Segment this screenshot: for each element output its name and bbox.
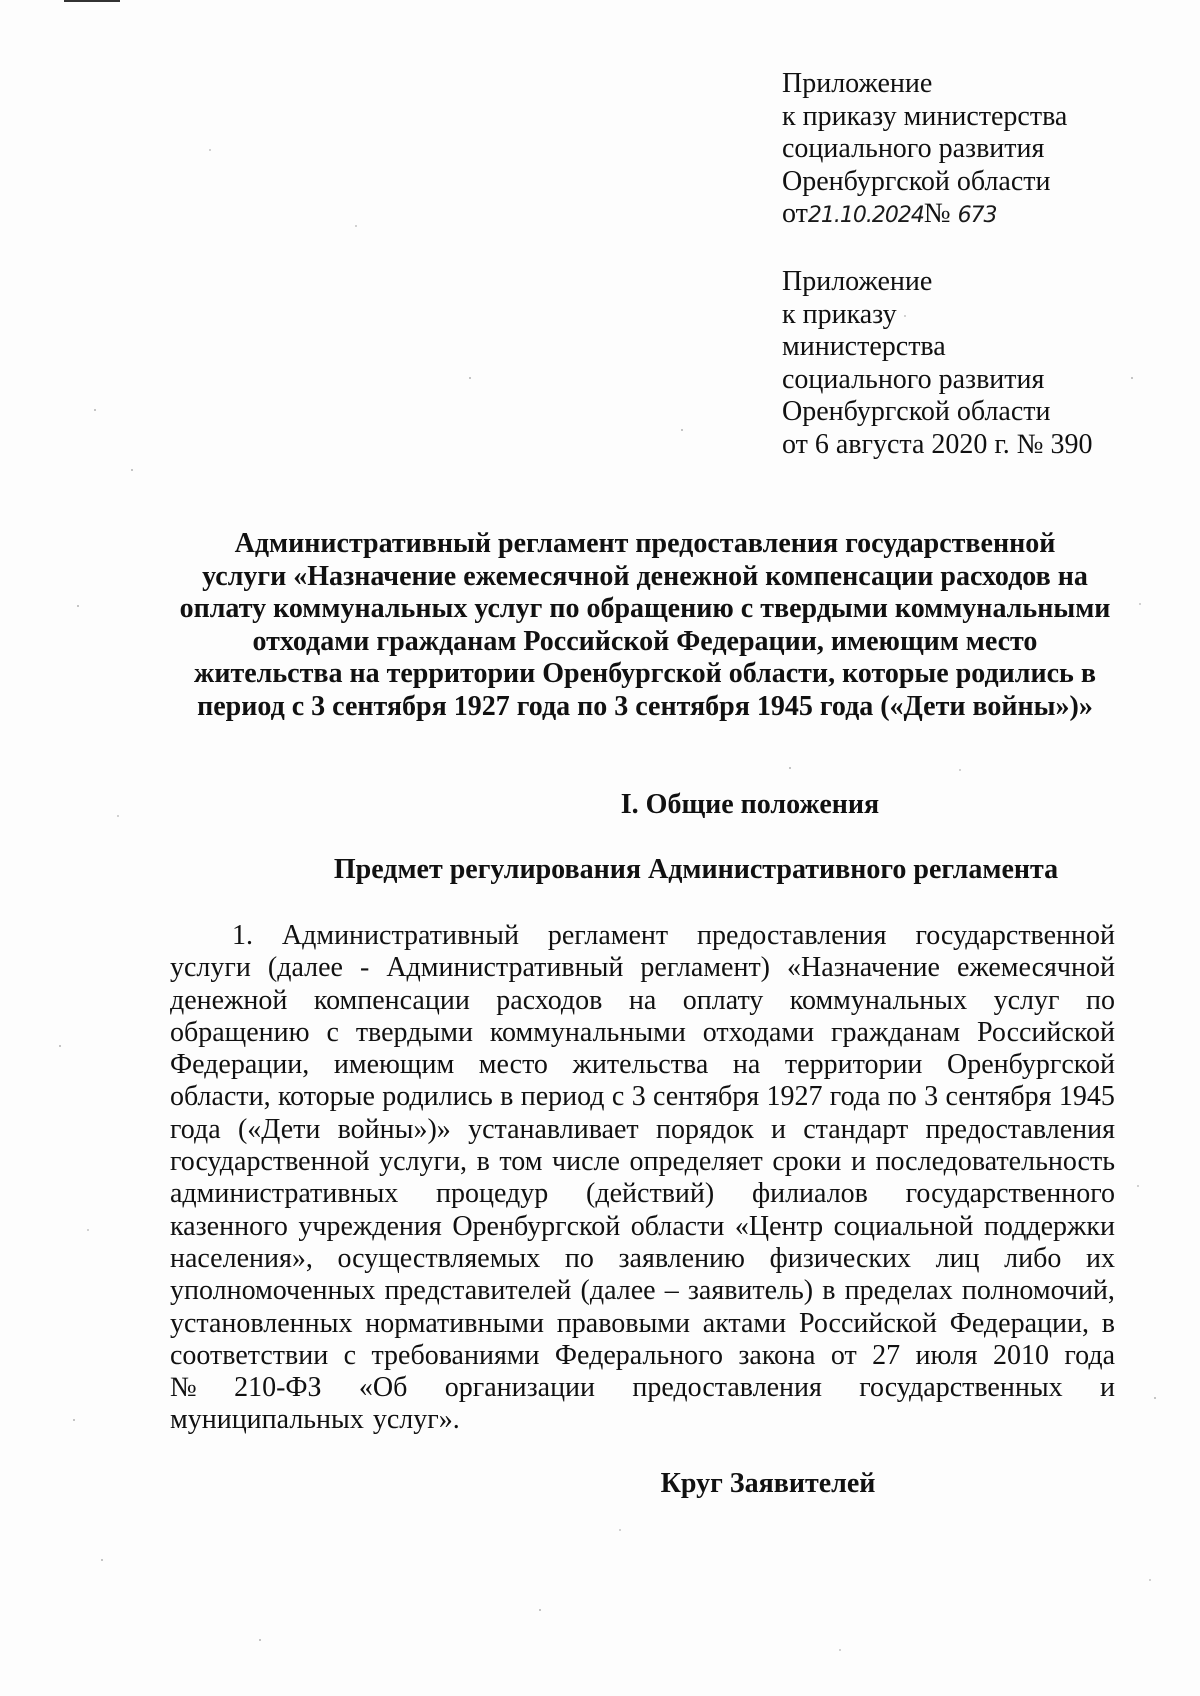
word: родились — [382, 1081, 493, 1113]
word: коммунальных — [789, 984, 968, 1016]
word: и — [850, 1146, 866, 1178]
approval-line: к приказу — [782, 298, 897, 330]
word: последовательность — [875, 1146, 1115, 1178]
word: 27 — [872, 1339, 901, 1371]
word: в — [476, 1146, 490, 1178]
word: сентября — [945, 1081, 1052, 1113]
paragraph-line — [170, 1178, 1115, 1210]
word: по — [1085, 984, 1115, 1016]
word: от — [830, 1339, 857, 1371]
word: территории — [784, 1049, 923, 1081]
word: регламент) — [640, 952, 771, 984]
word: отходами — [702, 1016, 815, 1048]
word: (действий) — [586, 1178, 715, 1210]
word: и — [770, 1113, 786, 1145]
word: порядок — [655, 1113, 754, 1145]
word: предоставления — [697, 920, 887, 951]
word: жительства — [572, 1049, 709, 1081]
word: поддержки — [983, 1210, 1115, 1242]
word: сроки — [772, 1146, 842, 1178]
word: 2010 — [992, 1339, 1049, 1371]
word: 3 — [924, 1081, 939, 1113]
word: твердыми — [355, 1016, 473, 1048]
word: представителей — [384, 1275, 572, 1307]
paragraph-line — [170, 1243, 1115, 1275]
word: по — [564, 1242, 594, 1274]
word: (далее — [580, 1275, 656, 1307]
paragraph-line — [170, 1340, 1115, 1372]
word: «Об — [358, 1372, 408, 1404]
word: физических — [769, 1242, 911, 1274]
paragraph-line — [170, 1372, 1115, 1404]
word: устанавливает — [468, 1113, 639, 1145]
word: организации — [444, 1372, 596, 1404]
word: коммунальными — [489, 1016, 686, 1048]
word: в — [1101, 1307, 1115, 1339]
word: – — [664, 1275, 679, 1307]
word: с — [343, 1339, 357, 1371]
word: гражданам — [831, 1016, 961, 1048]
title-line: отходами гражданам Российской Федерации, имеющим место — [252, 625, 1038, 657]
word: учреждения — [298, 1210, 442, 1242]
word: процедур — [436, 1178, 549, 1210]
approval-line: к приказу министерства — [782, 100, 1068, 132]
word: государственной — [915, 920, 1115, 951]
word: Российской — [977, 1016, 1115, 1048]
subsection-heading-applicants: Круг Заявителей — [660, 1468, 876, 1499]
word: на — [732, 1049, 761, 1081]
word: с — [611, 1081, 625, 1113]
word: закона — [738, 1339, 816, 1371]
word: сентября — [653, 1081, 760, 1113]
word: пределах — [844, 1275, 953, 1307]
word: населения», — [170, 1242, 313, 1274]
word: стандарт — [803, 1113, 909, 1145]
approval-line: министерства — [782, 331, 946, 362]
approval-block-order-2020 — [782, 266, 1122, 461]
approval-line: социального развития — [782, 133, 1045, 164]
approval-date-line — [782, 198, 1122, 233]
word: 210-ФЗ — [234, 1372, 322, 1404]
word: - — [359, 952, 370, 984]
word: государственных — [859, 1372, 1063, 1404]
paragraph-line — [170, 1211, 1115, 1243]
word: том — [499, 1146, 543, 1178]
section-heading-general: I. Общие положения — [620, 789, 880, 820]
word: соответствии — [170, 1339, 329, 1371]
word: лиц — [935, 1242, 980, 1274]
word: области, — [170, 1081, 271, 1113]
word: на — [628, 984, 657, 1016]
title-line: услуги «Назначение ежемесячной денежной компенсации расходов на — [202, 560, 1088, 592]
paragraph-line — [170, 1049, 1115, 1081]
word: имеющим — [333, 1049, 455, 1081]
approval-line: от 6 августа 2020 г. № 390 — [782, 428, 1093, 460]
handwritten-date: 21.10.2024 — [807, 203, 924, 228]
word: казенного — [170, 1210, 288, 1242]
word: «Назначение — [787, 952, 940, 984]
handwritten-number: 673 — [957, 203, 997, 228]
word: 1927 — [766, 1081, 823, 1113]
word: года — [829, 1081, 881, 1113]
word: правовыми — [556, 1307, 690, 1339]
word: № — [170, 1372, 197, 1404]
word: их — [1085, 1242, 1115, 1274]
word: с — [326, 1016, 339, 1048]
scan-corner-mark — [64, 0, 120, 2]
word: Федерального — [554, 1339, 723, 1371]
word: обращению — [170, 1016, 310, 1048]
word: Российской — [798, 1307, 937, 1339]
word: числе — [552, 1146, 620, 1178]
word: предоставления — [925, 1113, 1115, 1145]
paragraph-line — [170, 952, 1115, 984]
word: установленных — [170, 1307, 353, 1339]
word: которые — [277, 1081, 375, 1113]
title-line: жительства на территории Оренбургской области, которые родились в — [194, 658, 1096, 689]
word: государственной — [170, 1146, 370, 1178]
word: Оренбургской — [947, 1049, 1115, 1081]
word: услуг — [993, 984, 1060, 1016]
word: место — [478, 1049, 548, 1081]
word: Административный — [386, 952, 624, 984]
word: в — [500, 1081, 514, 1113]
word: 1. — [232, 920, 253, 951]
word: года — [1064, 1339, 1115, 1371]
word: регламент — [547, 920, 669, 951]
subsection-heading-subject: Предмет регулирования Административного регламента — [333, 854, 1059, 885]
word: по — [887, 1081, 917, 1113]
word: Оренбургской — [452, 1210, 621, 1242]
word: «Центр — [734, 1210, 824, 1242]
paragraph-line — [170, 985, 1115, 1017]
word: Административный — [281, 920, 519, 951]
paragraph-line — [170, 1275, 1115, 1307]
number-prefix: № — [923, 198, 951, 229]
approval-line: Оренбургской области — [782, 396, 1051, 427]
approval-line: Оренбургской области — [782, 165, 1051, 197]
word: полномочий, — [961, 1275, 1115, 1307]
word: требованиями — [371, 1339, 540, 1371]
word: социальной — [833, 1210, 974, 1242]
paragraph-1 — [170, 920, 1115, 1437]
word: 1945 — [1058, 1081, 1115, 1113]
word: Федерации, — [170, 1049, 310, 1081]
word: в — [822, 1275, 836, 1307]
word: (далее — [267, 952, 343, 984]
word: услуги, — [379, 1146, 468, 1178]
word: период — [520, 1081, 605, 1113]
approval-block-order-2024 — [782, 68, 1122, 233]
word: компенсации — [313, 984, 470, 1016]
document-title — [165, 528, 1125, 723]
word: осуществляемых — [337, 1242, 541, 1274]
paragraph-line — [170, 1404, 1115, 1436]
word: области — [630, 1210, 725, 1242]
word: июля — [915, 1339, 978, 1371]
word: 3 — [631, 1081, 646, 1113]
word: оплату — [682, 984, 764, 1016]
word: административных — [170, 1178, 399, 1210]
word: нормативными — [365, 1307, 544, 1339]
word: войны»)» — [337, 1113, 451, 1145]
word: денежной — [170, 984, 288, 1016]
word: уполномоченных — [170, 1275, 376, 1307]
word: услуг». — [372, 1404, 460, 1436]
paragraph-line — [170, 1146, 1115, 1178]
title-line: Административный регламент предоставления государственной — [234, 528, 1056, 559]
word: («Дети — [237, 1113, 321, 1145]
word: актами — [702, 1307, 787, 1339]
word: ежемесячной — [956, 952, 1115, 984]
paragraph-line — [170, 1017, 1115, 1049]
word: услуги — [170, 952, 251, 984]
word: либо — [1004, 1242, 1062, 1274]
paragraph-line — [170, 1114, 1115, 1146]
approval-line: Приложение — [782, 266, 933, 297]
word: заявитель) — [687, 1275, 814, 1307]
approval-line: Приложение — [782, 68, 933, 99]
paragraph-line — [170, 920, 1115, 952]
date-prefix: от — [782, 198, 808, 229]
word: года — [170, 1113, 221, 1145]
word: предоставления — [632, 1372, 822, 1404]
word: государственного — [905, 1178, 1115, 1210]
word: и — [1099, 1372, 1115, 1404]
title-line: оплату коммунальных услуг по обращению с твердыми коммунальными — [179, 593, 1111, 624]
word: Федерации, — [949, 1307, 1089, 1339]
title-line: период с 3 сентября 1927 года по 3 сентября 1945 года («Дети войны»)» — [197, 690, 1093, 722]
paragraph-line — [170, 1308, 1115, 1340]
word: заявлению — [618, 1242, 745, 1274]
word: расходов — [496, 984, 603, 1016]
word: определяет — [629, 1146, 763, 1178]
paragraph-line — [170, 1081, 1115, 1113]
word: муниципальных — [170, 1404, 364, 1436]
approval-line: социального развития — [782, 363, 1045, 395]
word: филиалов — [751, 1178, 868, 1210]
